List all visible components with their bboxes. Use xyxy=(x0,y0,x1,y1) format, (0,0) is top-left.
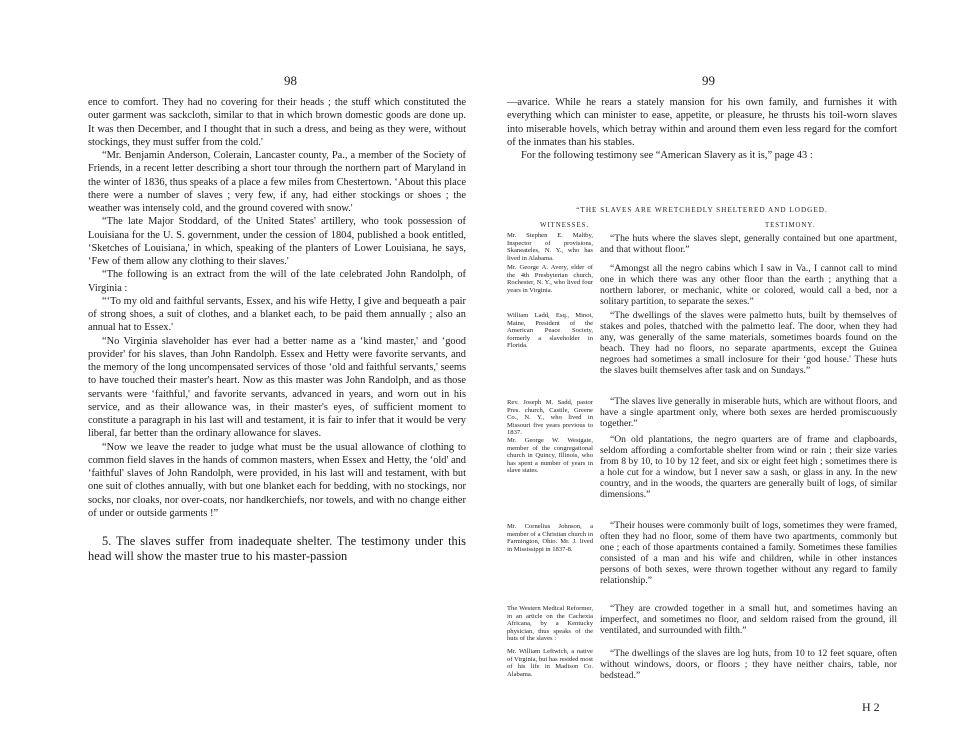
left-paragraph: “Now we leave the reader to judge what must be the usual allowance of clothing to common field slaves in the hands of common masters, when Essex and Hetty, the ‘old' and ‘faithful' slaves of John Randolph, were provided, in his last will and testament, with but one suit of clothes annually, with but one blanket each for bedding, with no stockings, nor socks, nor cloaks, nor over-coats, nor handkerchiefs, nor towels, and with no change either of under or outside garments !” xyxy=(88,441,466,519)
right-page-intro xyxy=(507,96,897,162)
signature-mark: H 2 xyxy=(862,700,880,714)
left-paragraph: “Mr. Benjamin Anderson, Colerain, Lancaster county, Pa., a member of the Society of Friends, in a recent letter describing a short tour through the northern part of Maryland in the winter of 1836, thus speaks of a place a few miles from Chestertown. ‘About this place there were a number of slaves ; very few, if any, had either stockings or shoes ; the weather was intensely cold, and the ground covered with snow.' xyxy=(88,150,466,214)
section-heading-shelter: 5. The slaves suffer from inadequate shelter. The testimony under this head will show the master true to his master-passion xyxy=(88,534,466,563)
witness-entry: Mr. George W. Westgate, member of the congregational church in Quincy, Illinois, who has spent a number of years in slave states. xyxy=(507,437,593,475)
witness-entry: William Ladd, Esq., Minot, Maine, President of the American Peace Society, formerly a slaveholder in Florida. xyxy=(507,312,593,350)
left-paragraph: ence to comfort. They had no covering for their heads ; the stuff which constituted the outer garment was sackcloth, similar to that in which brown domestic goods are done up. It was then December, and I thought that in such a dress, and being as they were, without stockings, they must suffer from the cold.' xyxy=(88,97,466,148)
testimony-entry: “Amongst all the negro cabins which I saw in Va., I cannot call to mind one in which there was any other floor than the earth ; anything that a northern laborer, or mechanic, white or colored, would call a bed, nor a solitary partition, to separate the sexes.” xyxy=(600,263,897,308)
left-paragraph: “The late Major Stoddard, of the United States' artillery, who took possession of Louisiana for the U. S. government, under the cession of 1804, published a book entitled, ‘Sketches of Louisiana,' in which, speaking of the planters of Lower Louisiana, he says, ‘Few of them allow any clothing to their slaves.' xyxy=(88,216,466,267)
witness-entry: Mr. George A. Avery, elder of the 4th Presbyterian church, Rochester, N. Y., who lived four years in Virginia. xyxy=(507,264,593,294)
left-paragraph: “The following is an extract from the will of the late celebrated John Randolph, of Virginia : xyxy=(88,269,466,294)
testimony-entry: “The huts where the slaves slept, generally contained but one apartment, and that without floor.” xyxy=(600,233,897,256)
testimony-entry: “On old plantations, the negro quarters are of frame and clapboards, seldom affording a comfortable shelter from wind or rain ; their size varies from 8 by 10, to 10 by 12 feet, and six or eight feet high ; sometimes there is a hole cut for a window, but I never saw a sash, or glass in any. In the new country, and in the woods, the quarters are generally built of logs, of similar dimensions.” xyxy=(600,434,897,501)
left-page-number: 98 xyxy=(284,73,297,88)
witness-entry: Mr. Stephen E. Maltby, Inspector of provisions, Skaneateles, N. Y., who has lived in Alabama. xyxy=(507,232,593,262)
witness-entry: Rev. Joseph M. Sadd, pastor Pres. church, Castile, Greene Co., N. Y., who lived in Missouri five years previous to 1837. xyxy=(507,399,593,437)
testimony-entry: “The slaves live generally in miserable huts, which are without floors, and have a single apartment only, where both sexes are herded promiscuously together.” xyxy=(600,396,897,430)
right-page xyxy=(490,0,980,736)
witness-entry: Mr. William Leftwich, a native of Virginia, but has resided most of his life in Madison Co. Alabama. xyxy=(507,648,593,678)
right-page-number: 99 xyxy=(702,73,715,88)
testimony-entry: “They are crowded together in a small hut, and sometimes having an imperfect, and sometimes no floor, and seldom raised from the ground, ill ventilated, and surrounded with filth.” xyxy=(600,603,897,637)
testimony-entry: “Their houses were commonly built of logs, sometimes they were framed, often they had no floor, some of them have two apartments, commonly but one ; each of those apartments contained a family. Sometimes these families consisted of a man and his wife and children, while in other instances persons of both sexes, were thrown together without any regard to family relationship.” xyxy=(600,520,897,587)
left-paragraph: “‘To my old and faithful servants, Essex, and his wife Hetty, I give and bequeath a pair of strong shoes, a suit of clothes, and a blanket each, to be paid them annually ; also an annual hat to Essex.' xyxy=(88,295,466,334)
testimony-entry: “The dwellings of the slaves were palmetto huts, built by themselves of stakes and poles, thatched with the palmetto leaf. The door, when they had any, was generally of the same materials, sometimes boards found on the beach. They had no floors, no separate apartments, except the Guinea negroes had sometimes a small inclosure for their ‘god house.' These huts the slaves built themselves after task and on Sundays.” xyxy=(600,310,897,377)
right-paragraph: For the following testimony see “American Slavery as it is,” page 43 : xyxy=(521,150,813,161)
testimony-column-heading: TESTIMONY. xyxy=(765,222,816,229)
left-page-body xyxy=(88,96,466,564)
testimony-entry: “The dwellings of the slaves are log huts, from 10 to 12 feet square, often without windows, doors, or floors ; they have neither chairs, table, nor bedstead.” xyxy=(600,648,897,682)
right-paragraph: —avarice. While he rears a stately mansion for his own family, and furnishes it with everything which can minister to ease, appetite, or pleasure, he thrusts his toil-worn slaves into miserable hovels, which betray within and around them even less regard for the comfort of the inmates than his stables. xyxy=(507,97,897,148)
left-paragraph: “No Virginia slaveholder has ever had a better name as a ‘kind master,' and ‘good provider' for his slaves, than John Randolph. Essex and Hetty were favorite servants, and the memory of the long uncompensated services of those ‘old and faithful servants,' seems to have touched their master's heart. Now as this master was John Randolph, and as those servants were ‘faithful,' and favorite servants, advanced in years, and worn out in his service, and as their allowance was, in their master's eyes, of sufficient moment to constitute a paragraph in his last will and testament, it is fair to infer that it would be very liberal, far better than the ordinary allowance for slaves. xyxy=(88,335,466,440)
witness-entry: Mr. Cornelius Johnson, a member of a Christian church in Farmington, Ohio. Mr. J. lived in Mississippi in 1837-8. xyxy=(507,523,593,553)
witness-entry: The Western Medical Reformer, in an article on the Cachexia Africana, by a Kentucky physician, thus speaks of the huts of the slaves : xyxy=(507,605,593,643)
witnesses-column-heading: WITNESSES. xyxy=(540,222,590,229)
testimony-table-header: “THE SLAVES ARE WRETCHEDLY SHELTERED AND LODGED. xyxy=(576,206,828,214)
